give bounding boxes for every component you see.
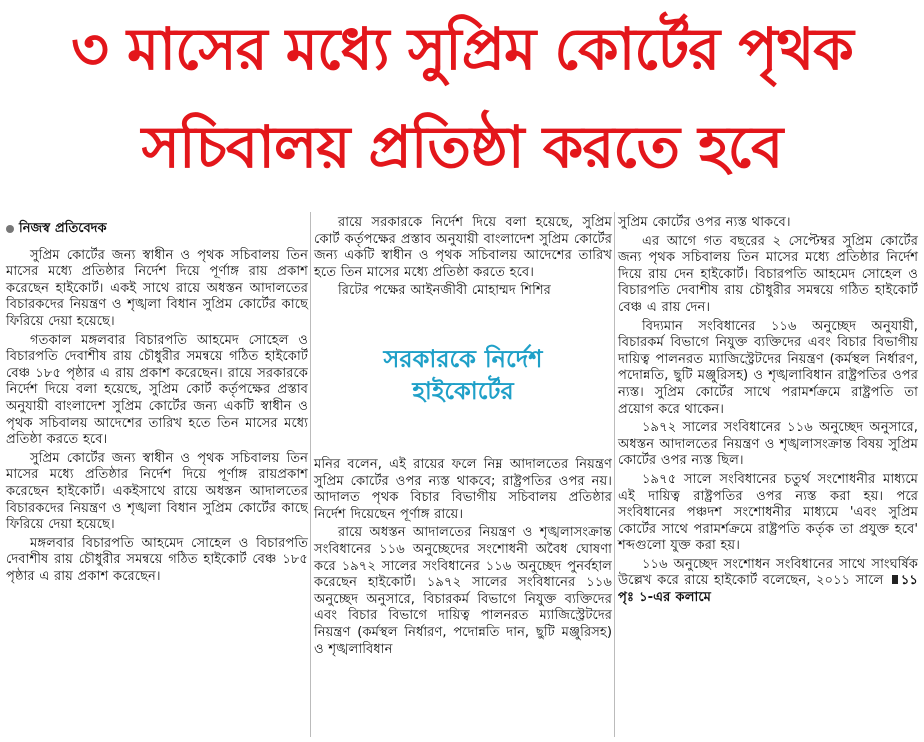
column-2-top [314, 215, 612, 300]
paragraph: রিটের পক্ষের আইনজীবী মোহাম্মদ শিশির [338, 283, 551, 299]
column-2-bottom [314, 457, 612, 660]
subheading [314, 343, 612, 407]
paragraph: বিদ্যমান সংবিধানের ১১৬ অনুচ্ছেদ অনুযায়ী, বিচারকর্ম বিভাগে নিযুক্ত ব্যক্তিদের এবং বিচার বিভাগীয় দায়িত্ব পালনরত ম্যাজিস্ট্রেটদের নিয়ন্ত্রণ (কর্মস্থল নির্ধারণ, পদোন্নতি, ছুটি মঞ্জুরিসহ) ও শৃঙ্খলাবিধান রাষ্ট্রপতির ওপর ন্যস্ত। সুপ্রিম কোর্টের সাথে পরামর্শক্রমে রাষ্ট্রপতি তা প্রয়োগ করে থাকেন। [618, 318, 918, 417]
column-divider [310, 212, 311, 737]
article-column-3 [618, 215, 918, 609]
paragraph: সুপ্রিম কোর্টের ওপর ন্যস্ত থাকবে। [618, 215, 791, 230]
continuation-marker-icon [892, 575, 898, 584]
article-column-2 [314, 215, 612, 657]
paragraph: ১৯৭২ সালের সংবিধানের ১১৬ অনুচ্ছেদ অনুসারে, অধস্তন আদালতের নিয়ন্ত্রণ ও শৃঙ্খলাসংক্রান্ত বিষয় সুপ্রিম কোর্টের ওপর ন্যস্ত ছিল। [618, 420, 918, 469]
paragraph-last [618, 557, 918, 607]
column-divider [614, 212, 615, 737]
continuation-note: ১১ পৃঃ ১-এর কলামে [618, 573, 918, 606]
subheading-line-2: হাইকোর্টের [412, 377, 514, 405]
paragraph: ১৯৭৫ সালে সংবিধানের চতুর্থ সংশোধনীর মাধ্যমে এই দায়িত্ব রাষ্ট্রপতির ওপর ন্যস্ত করা হয়। পরে সংবিধানের পঞ্চদশ সংশোধনীর মাধ্যমে 'এবং সুপ্রিম কোর্টের সাথে পরামর্শক্রমে রাষ্ট্রপতি কর্তৃক তা প্রযুক্ত হবে' শব্দগুলো যুক্ত করা হয়। [618, 471, 918, 554]
paragraph: সুপ্রিম কোর্টের জন্য স্বাধীন ও পৃথক সচিবালয় তিন মাসের মধ্যে প্রতিষ্ঠার নির্দেশ দিয়ে পূর্ণাঙ্গ রায়প্রকাশ করেছেন হাইকোর্ট। একইসাথে রায়ে অধস্তন আদালতের বিচারকদের নিয়ন্ত্রণ ও শৃঙ্খলা বিধান সুপ্রিম কোর্টের কাছে ফিরিয়ে দেয়া হয়েছে। [6, 450, 308, 533]
reporter-byline [6, 221, 308, 238]
paragraph: গতকাল মঙ্গলবার বিচারপতি আহমেদ সোহেল ও বিচারপতি দেবাশীষ রায় চৌধুরীর সমন্বয়ে গঠিত হাইকোর্ট বেঞ্চ ১৮৫ পৃষ্ঠার এ রায় প্রকাশ করেছেন। রায়ে সরকারকে নির্দেশ দিয়ে বলা হয়েছে, সুপ্রিম কোর্ট কর্তৃপক্ষের প্রস্তাব অনুযায়ী বাংলাদেশ সুপ্রিম কোর্টের জন্য একটি স্বাধীন ও পৃথক সচিবালয় আদেশের তারিখ হতে তিন মাসের মধ্যে প্রতিষ্ঠা করতে হবে। [6, 332, 308, 448]
bullet-icon [6, 225, 14, 233]
headline-line-2: সচিবালয় প্রতিষ্ঠা করতে হবে [141, 113, 783, 181]
paragraph-text: ১১৬ অনুচ্ছেদ সংশোধন সংবিধানের সাথে সাংঘর্ষিক উল্লেখ করে রায়ে হাইকোর্ট বলেছেন, ২০১১ সালে [618, 556, 918, 589]
paragraph: মনির বলেন, এই রায়ের ফলে নিম্ন আদালতের নিয়ন্ত্রণ সুপ্রিম কোর্টের ওপর ন্যস্ত থাকবে; রাষ্ট্রপতির ওপর নয়। আদালত পৃথক বিচার বিভাগীয় সচিবালয় প্রতিষ্ঠার নির্দেশ দিয়েছেন পূর্ণাঙ্গ রায়ে। [314, 457, 612, 522]
headline-line-1: ৩ মাসের মধ্যে সুপ্রিম কোর্টের পৃথক [71, 15, 853, 83]
subheading-line-1: সরকারকে নির্দেশ [383, 345, 543, 373]
paragraph: এর আগে গত বছরের ২ সেপ্টেম্বর সুপ্রিম কোর্টের জন্য পৃথক সচিবালয় তিন মাসের মধ্যে প্রতিষ্ঠার নির্দেশ দিয়ে রায় দেন হাইকোর্ট। বিচারপতি আহমেদ সোহেল ও বিচারপতি দেবাশীষ রায় চৌধুরীর সমন্বয়ে গঠিত হাইকোর্ট বেঞ্চ এ রায় দেন। [618, 233, 918, 315]
reporter-name: নিজস্ব প্রতিবেদক [19, 221, 107, 236]
article-column-1 [6, 215, 308, 587]
paragraph: রায়ে সরকারকে নির্দেশ দিয়ে বলা হয়েছে, সুপ্রিম কোর্ট কর্তৃপক্ষের প্রস্তাব অনুযায়ী বাংলাদেশ সুপ্রিম কোর্টের জন্য একটি স্বাধীন ও পৃথক সচিবালয় আদেশের তারিখ হতে তিন মাসের মধ্যে প্রতিষ্ঠা করতে হবে। [314, 215, 612, 280]
paragraph: সুপ্রিম কোর্টের জন্য স্বাধীন ও পৃথক সচিবালয় তিন মাসের মধ্যে প্রতিষ্ঠার নির্দেশ দিয়ে পূর্ণাঙ্গ রায় প্রকাশ করেছেন হাইকোর্ট। একই সাথে রায়ে অধস্তন আদালতের বিচারকদের নিয়ন্ত্রণ ও শৃঙ্খলা বিধান সুপ্রিম কোর্টের কাছে ফিরিয়ে দেয়া হয়েছে। [6, 247, 308, 329]
paragraph: রায়ে অধস্তন আদালতের নিয়ন্ত্রণ ও শৃঙ্খলাসংক্রান্ত সংবিধানের ১১৬ অনুচ্ছেদের সংশোধনী অবৈধ ঘোষণা করে ১৯৭২ সালের সংবিধানের ১১৬ অনুচ্ছেদ পুনর্বহাল করেছেন হাইকোর্ট। ১৯৭২ সালের সংবিধানের ১১৬ অনুচ্ছেদ অনুসারে, বিচারকর্ম বিভাগে নিযুক্ত ব্যক্তিদের এবং বিচার বিভাগে দায়িত্ব পালনরত ম্যাজিস্ট্রেটদের নিয়ন্ত্রণ (কর্মস্থল নির্ধারণ, পদোন্নতি দান, ছুটি মঞ্জুরিসহ) ও শৃঙ্খলাবিধান [314, 525, 612, 657]
paragraph: মঙ্গলবার বিচারপতি আহমেদ সোহেল ও বিচারপতি দেবাশীষ রায় চৌধুরীর সমন্বয়ে গঠিত হাইকোর্ট বেঞ্চ ১৮৫ পৃষ্ঠার এ রায় প্রকাশ করেছেন। [6, 535, 308, 584]
